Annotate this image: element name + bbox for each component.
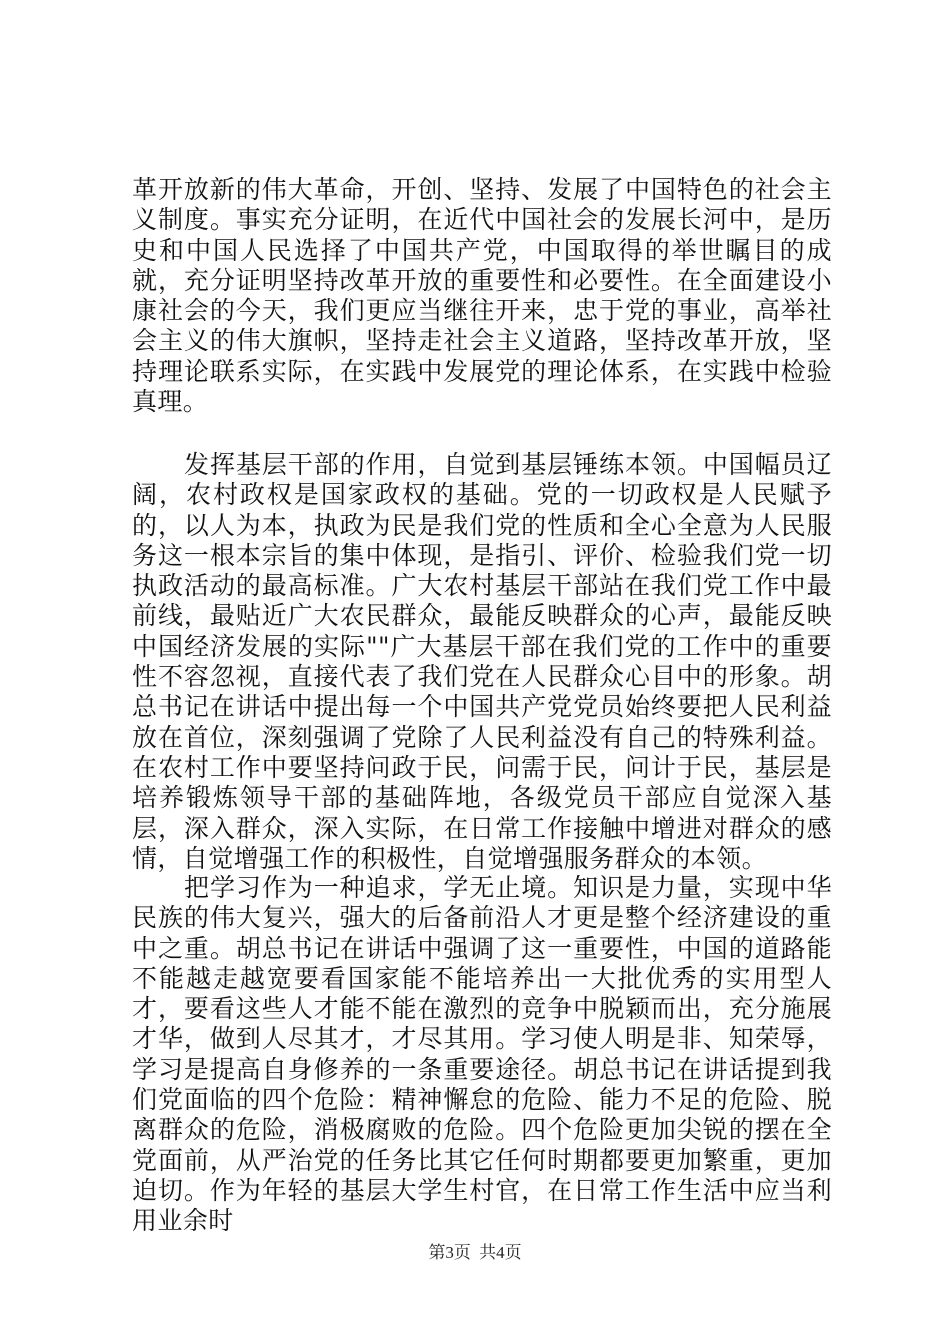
page-footer [0, 1243, 950, 1263]
paragraph-3: 把学习作为一种追求，学无止境。知识是力量，实现中华民族的伟大复兴，强大的后备前沿人才更是整个经济建设的重中之重。胡总书记在讲话中强调了这一重要性，中国的道路能不能越走越宽要看国家能不能培养出一大批优秀的实用型人才，要看这些人才能不能在激烈的竞争中脱颖而出，充分施展才华，做到人尽其才，才尽其用。学习使人明是非、知荣辱，学习是提高自身修养的一条重要途径。胡总书记在讲话提到我们党面临的四个危险：精神懈怠的危险、能力不足的危险、脱离群众的危险，消极腐败的危险。四个危险更加尖锐的摆在全党面前，从严治党的任务比其它任何时期都要更加繁重，更加迫切。作为年轻的基层大学生村官，在日常工作生活中应当利用业余时 [132, 873, 832, 1236]
paragraph-1: 革开放新的伟大革命，开创、坚持、发展了中国特色的社会主义制度。事实充分证明，在近代中国社会的发展长河中，是历史和中国人民选择了中国共产党，中国取得的举世瞩目的成就，充分证明坚持改革开放的重要性和必要性。在全面建设小康社会的今天，我们更应当继往开来，忠于党的事业，高举社会主义的伟大旗帜，坚持走社会主义道路，坚持改革开放，坚持理论联系实际，在实践中发展党的理论体系，在实践中检验真理。 [132, 175, 832, 417]
total-pages: 共4页 [479, 1243, 522, 1262]
paragraph-2: 发挥基层干部的作用，自觉到基层锤练本领。中国幅员辽阔，农村政权是国家政权的基础。党的一切政权是人民赋予的，以人为本，执政为民是我们党的性质和全心全意为人民服务这一根本宗旨的集中体现，是指引、评价、检验我们党一切执政活动的最高标准。广大农村基层干部站在我们党工作中最前线，最贴近广大农民群众，最能反映群众的心声，最能反映中国经济发展的实际""广大基层干部在我们党的工作中的重要性不容忽视，直接代表了我们党在人民群众心目中的形象。胡总书记在讲话中提出每一个中国共产党党员始终要把人民利益放在首位，深刻强调了党除了人民利益没有自己的特殊利益。在农村工作中要坚持问政于民，问需于民，问计于民，基层是培养锻炼领导干部的基础阵地，各级党员干部应自觉深入基层，深入群众，深入实际，在日常工作接触中增进对群众的感情，自觉增强工作的积极性，自觉增强服务群众的本领。 [132, 450, 832, 873]
page-number: 第3页 [428, 1243, 471, 1262]
